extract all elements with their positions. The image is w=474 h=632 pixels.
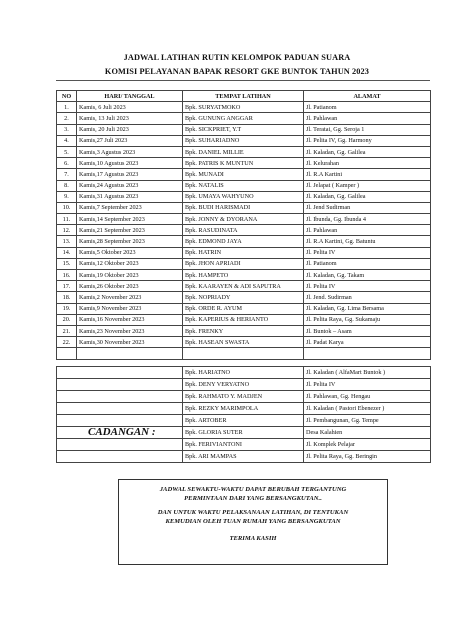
cadangan-label-cell [57, 379, 183, 391]
row-date: Kamis,30 November 2023 [77, 337, 183, 348]
row-place: Bpk. HASEAN SWASTA [183, 337, 304, 348]
cadangan-address: Jl. Komplek Pelajar [304, 439, 431, 451]
table-row [57, 337, 431, 348]
row-place: Bpk. GUNUNG ANGGAR [183, 113, 304, 124]
cadangan-label-cell [57, 403, 183, 415]
row-date: Kamis, 6 Juli 2023 [77, 102, 183, 113]
table-row [57, 225, 431, 236]
row-number: 21. [57, 325, 77, 336]
cadangan-row [57, 403, 431, 415]
spacer-cell [77, 348, 183, 359]
cadangan-place: Bpk. HARIATNO [183, 367, 304, 379]
row-place: Bpk. UMAYA WAHYUNO [183, 191, 304, 202]
table-row [57, 158, 431, 169]
row-date: Kamis,2 November 2023 [77, 292, 183, 303]
row-address: Jl. Pelita IV [304, 281, 431, 292]
row-number: 14. [57, 247, 77, 258]
table-row [57, 303, 431, 314]
table-row [57, 146, 431, 157]
cadangan-row [57, 415, 431, 427]
table-row [57, 270, 431, 281]
row-number: 17. [57, 281, 77, 292]
cadangan-row [57, 439, 431, 451]
row-address: Jl. Pelita Raya, Gg. Sukamaju [304, 314, 431, 325]
table-row [57, 124, 431, 135]
row-address: Jl. Teratai, Gg. Seroja 1 [304, 124, 431, 135]
row-address: Jl. Kaladan, Gg. Lima Bersama [304, 303, 431, 314]
row-place: Bpk. JHON APRIADI [183, 258, 304, 269]
row-number: 15. [57, 258, 77, 269]
row-date: Kamis,14 September 2023 [77, 214, 183, 225]
row-number: 8. [57, 180, 77, 191]
row-number: 4. [57, 135, 77, 146]
row-address: Jl. Pelita IV [304, 247, 431, 258]
row-address: Jl. Kaladan, Gg. Galilea [304, 146, 431, 157]
row-number: 10. [57, 202, 77, 213]
row-date: Kamis,26 Oktober 2023 [77, 281, 183, 292]
cadangan-row [57, 367, 431, 379]
row-address: Jl. R.A Kartini, Gg. Batuntu [304, 236, 431, 247]
row-date: Kamis,16 November 2023 [77, 314, 183, 325]
document-title: JADWAL LATIHAN RUTIN KELOMPOK PADUAN SUARA [123, 53, 351, 62]
table-row [57, 113, 431, 124]
row-address: Jl. Jelapat ( Kamper ) [304, 180, 431, 191]
table-header-row [57, 91, 431, 102]
row-place: Bpk. HATRIN [183, 247, 304, 258]
row-date: Kamis, 20 Juli 2023 [77, 124, 183, 135]
cadangan-address: Jl. Pelita IV [304, 379, 431, 391]
cadangan-place: Bpk. DENY VERYATNO [183, 379, 304, 391]
cadangan-place: Bpk. ARI MAMPAS [183, 451, 304, 463]
cadangan-label: CADANGAN : [88, 426, 156, 438]
row-date: Kamis,31 Agustus 2023 [77, 191, 183, 202]
row-place: Bpk. JONNY & DYORANA [183, 214, 304, 225]
row-address: Jl. Pahlawan [304, 225, 431, 236]
row-date: Kamis, 13 Juli 2023 [77, 113, 183, 124]
table-row [57, 281, 431, 292]
column-header-date: HARI/ TANGGAL [77, 91, 183, 102]
column-header-no: NO [57, 91, 77, 102]
cadangan-label-cell [57, 391, 183, 403]
row-address: Jl. Kelurahan [304, 158, 431, 169]
cadangan-row [57, 391, 431, 403]
cadangan-label-cell [57, 439, 183, 451]
row-place: Bpk. MUNADI [183, 169, 304, 180]
cadangan-address: Jl. Kaladan ( AlfaMart Buntok ) [304, 367, 431, 379]
row-number: 13. [57, 236, 77, 247]
row-date: Kamis,17 Agustus 2023 [77, 169, 183, 180]
row-number: 11. [57, 214, 77, 225]
row-date: Kamis,9 November 2023 [77, 303, 183, 314]
spacer-cell [304, 348, 431, 359]
table-row [57, 102, 431, 113]
row-number: 19. [57, 303, 77, 314]
cadangan-label-cell [57, 367, 183, 379]
row-address: Jl. Patianom [304, 258, 431, 269]
row-place: Bpk. DANIEL MILLIE [183, 146, 304, 157]
row-date: Kamis,27 Juli 2023 [77, 135, 183, 146]
row-number: 12. [57, 225, 77, 236]
row-number: 20. [57, 314, 77, 325]
row-address: Jl. Buntok – Asam [304, 325, 431, 336]
cadangan-address: Jl. Pahlawan, Gg. Hengau [304, 391, 431, 403]
row-place: Bpk. SUHARIADNO [183, 135, 304, 146]
row-date: Kamis,7 September 2023 [77, 202, 183, 213]
cadangan-label-cell [57, 415, 183, 427]
row-address: Jl. Ibunda, Gg. Ibunda 4 [304, 214, 431, 225]
schedule-table [56, 90, 431, 360]
row-place: Bpk. EDMOND JAYA [183, 236, 304, 247]
table-row [57, 191, 431, 202]
cadangan-place: Bpk. FERIVIANTONI [183, 439, 304, 451]
spacer-cell [57, 348, 77, 359]
row-date: Kamis,24 Agustus 2023 [77, 180, 183, 191]
table-row [57, 180, 431, 191]
table-row [57, 214, 431, 225]
notice-box [118, 479, 388, 565]
row-number: 5. [57, 146, 77, 157]
notice-line-3: DAN UNTUK WAKTU PELAKSANAAN LATIHAN, DI TENTUKAN [157, 509, 349, 516]
cadangan-address: Jl. Pembangunan, Gg. Tempe [304, 415, 431, 427]
row-address: Jl. R.A Kartini [304, 169, 431, 180]
table-row [57, 202, 431, 213]
row-address: Jl. Pelita IV, Gg. Harmony [304, 135, 431, 146]
schedule-body [57, 102, 431, 359]
cadangan-address: Jl. Pelita Raya, Gg. Beringin [304, 451, 431, 463]
row-number: 18. [57, 292, 77, 303]
row-place: Bpk. PATRIS K MUNTUN [183, 158, 304, 169]
row-date: Kamis,21 September 2023 [77, 225, 183, 236]
table-row [57, 247, 431, 258]
row-address: Jl. Kaladan, Gg. Galilea [304, 191, 431, 202]
notice-line-1: JADWAL SEWAKTU-WAKTU DAPAT BERUBAH TERGANTUNG [159, 486, 347, 493]
row-place: Bpk. SURYATMOKO [183, 102, 304, 113]
cadangan-row [57, 451, 431, 463]
row-place: Bpk. SICKPRIET, Y.T [183, 124, 304, 135]
cadangan-row [57, 379, 431, 391]
document-subtitle: KOMISI PELAYANAN BAPAK RESORT GKE BUNTOK TAHUN 2023 [104, 67, 370, 76]
row-address: Jl. Kaladan, Gg. Takam [304, 270, 431, 281]
table-row [57, 292, 431, 303]
table-row [57, 135, 431, 146]
notice-line-4: KEMUDIAN OLEH TUAN RUMAH YANG BERSANGKUTAN [165, 517, 341, 525]
row-number: 22. [57, 337, 77, 348]
row-date: Kamis,5 Oktober 2023 [77, 247, 183, 258]
cadangan-place: Bpk. GLORIA SUTER [183, 427, 304, 439]
row-date: Kamis,19 Oktober 2023 [77, 270, 183, 281]
row-place: Bpk. ORDE R. AYUM [183, 303, 304, 314]
table-row [57, 325, 431, 336]
row-address: Jl. Padat Karya [304, 337, 431, 348]
notice-closing: TERIMA KASIH [229, 535, 277, 542]
cadangan-label-cell [57, 451, 183, 463]
cadangan-body [57, 367, 431, 463]
row-place: Bpk. KAARAYEN & ADI SAPUTRA [183, 281, 304, 292]
table-row [57, 258, 431, 269]
row-place: Bpk. BUDI HARISMADI [183, 202, 304, 213]
notice-line-2: PERMINTAAN DARI YANG BERSANGKUTAN.. [184, 494, 322, 502]
row-number: 2. [57, 113, 77, 124]
row-number: 3. [57, 124, 77, 135]
row-address: Jl. Jend Sudirman [304, 202, 431, 213]
table-row [57, 169, 431, 180]
row-date: Kamis,12 Oktober 2023 [77, 258, 183, 269]
row-place: Bpk. HAMPETO [183, 270, 304, 281]
row-address: Jl. Jend. Sudirman [304, 292, 431, 303]
row-number: 7. [57, 169, 77, 180]
column-header-address: ALAMAT [304, 91, 431, 102]
row-place: Bpk. NATALIS [183, 180, 304, 191]
row-place: Bpk. NOPRIADY [183, 292, 304, 303]
cadangan-address: Jl. Kaladan ( Pastori Ebenezer ) [304, 403, 431, 415]
table-spacer-row [57, 348, 431, 359]
row-number: 9. [57, 191, 77, 202]
cadangan-address: Desa Kalahien [304, 427, 431, 439]
table-row [57, 236, 431, 247]
column-header-place: TEMPAT LATIHAN [183, 91, 304, 102]
row-address: Jl. Patianom [304, 102, 431, 113]
cadangan-table [56, 366, 431, 463]
spacer-cell [183, 348, 304, 359]
row-date: Kamis,28 September 2023 [77, 236, 183, 247]
cadangan-place: Bpk. ARTOBER [183, 415, 304, 427]
table-row [57, 314, 431, 325]
row-date: Kamis,23 November 2023 [77, 325, 183, 336]
row-number: 1. [57, 102, 77, 113]
cadangan-place: Bpk. REZKY MARIMPOLA [183, 403, 304, 415]
title-divider [56, 80, 430, 81]
row-address: Jl. Pahlawan [304, 113, 431, 124]
row-date: Kamis,3 Agustus 2023 [77, 146, 183, 157]
row-place: Bpk. RASUDINATA [183, 225, 304, 236]
row-number: 6. [57, 158, 77, 169]
row-number: 16. [57, 270, 77, 281]
row-place: Bpk. FRENKY [183, 325, 304, 336]
cadangan-place: Bpk. RAHMATO Y. MADJEN [183, 391, 304, 403]
row-date: Kamis,10 Agustus 2023 [77, 158, 183, 169]
row-place: Bpk. KAPERIUS & HERIANTO [183, 314, 304, 325]
